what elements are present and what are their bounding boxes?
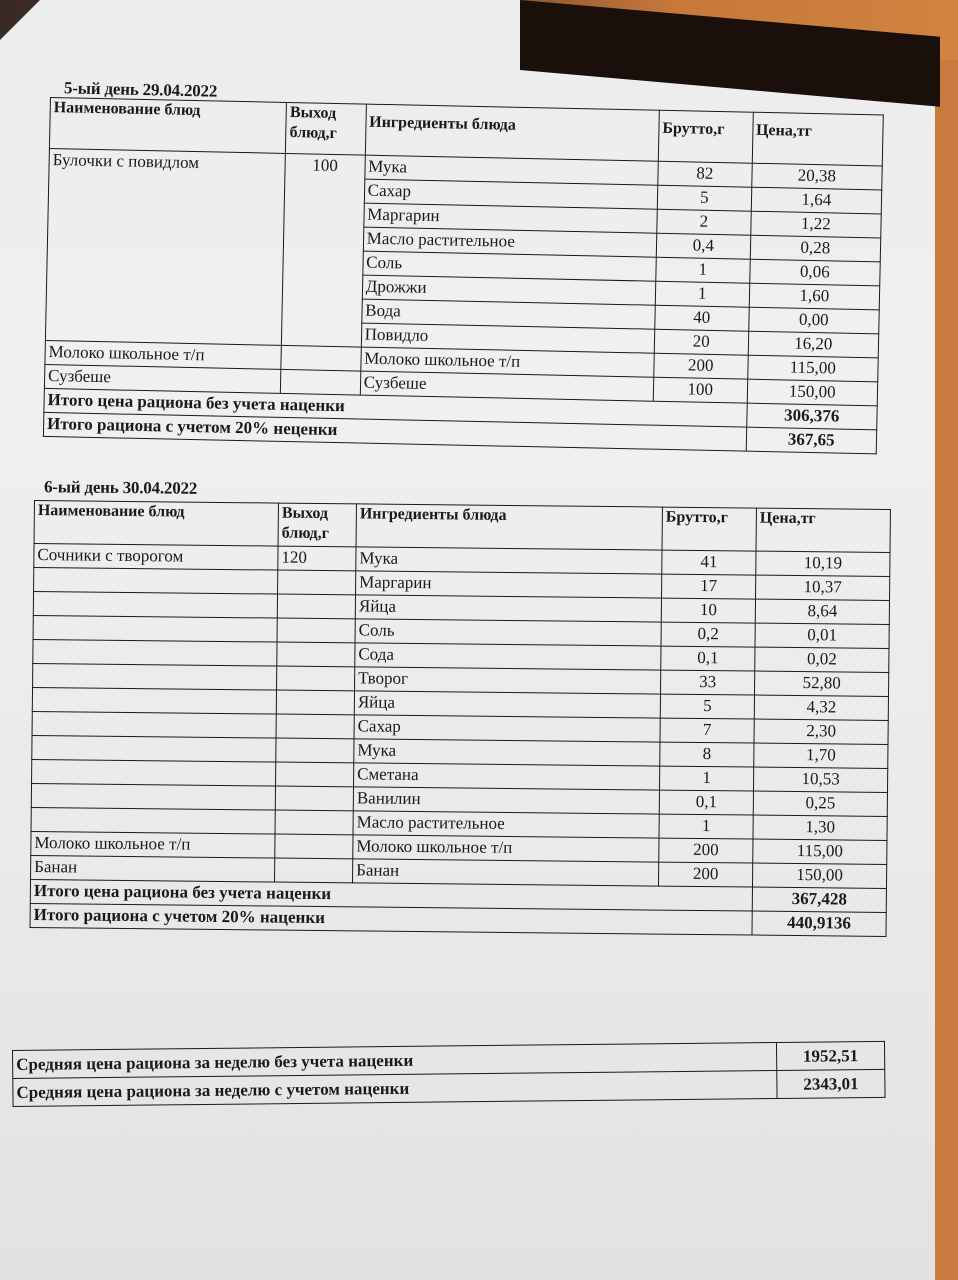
- col-dish: Наименование блюд: [49, 98, 286, 154]
- price-cell: 2,30: [754, 719, 888, 744]
- total-value: 440,9136: [752, 911, 886, 936]
- yield-cell: [277, 642, 355, 667]
- ingredient-cell: Сахар: [354, 715, 660, 742]
- col-dish: Наименование блюд: [34, 501, 278, 547]
- dish-cell: [32, 711, 276, 738]
- ingredient-cell: Сода: [355, 643, 661, 670]
- gross-cell: 100: [653, 377, 747, 403]
- dish-cell: [34, 568, 278, 595]
- price-cell: 0,01: [755, 623, 889, 648]
- summary-value: 2343,01: [777, 1069, 885, 1098]
- total-label: Итого цена рациона без учета наценки: [44, 388, 747, 427]
- total-value: 367,428: [752, 887, 886, 912]
- summary-label: Средняя цена рациона за неделю без учета наценки: [13, 1042, 777, 1078]
- ingredient-cell: Ванилин: [353, 787, 659, 814]
- ingredient-cell: Мука: [365, 155, 659, 185]
- day-6-title: 6-ый день 30.04.2022: [43, 477, 198, 498]
- ingredient-cell: Повидло: [361, 323, 655, 353]
- col-yield: Выход блюд,г: [278, 503, 356, 547]
- price-cell: 150,00: [747, 379, 878, 406]
- ingredient-cell: Молоко школьное т/п: [353, 835, 659, 862]
- col-ingredients: Ингредиенты блюда: [365, 104, 659, 161]
- ingredient-cell: Банан: [353, 859, 659, 886]
- ingredient-cell: Яйца: [355, 595, 661, 622]
- dish-cell: Молоко школьное т/п: [45, 340, 282, 369]
- price-cell: 52,80: [754, 671, 888, 696]
- price-cell: 10,53: [753, 767, 887, 792]
- total-value: 367,65: [746, 427, 877, 454]
- col-gross: Брутто,г: [662, 507, 756, 551]
- price-cell: 0,25: [753, 791, 887, 816]
- weekly-summary-table: [12, 1041, 886, 1107]
- ingredient-cell: Масло растительное: [363, 227, 657, 257]
- ingredient-cell: Соль: [355, 619, 661, 646]
- price-cell: 1,70: [754, 743, 888, 768]
- yield-cell: [278, 570, 356, 595]
- gross-cell: 0,2: [661, 622, 755, 647]
- price-cell: 20,38: [751, 163, 882, 190]
- gross-cell: 200: [658, 862, 752, 887]
- dish-cell: [31, 783, 275, 810]
- dish-cell: Сочники с творогом: [34, 544, 278, 571]
- price-cell: 0,28: [750, 235, 881, 262]
- ingredient-cell: Сметана: [354, 763, 660, 790]
- gross-cell: 5: [657, 185, 751, 211]
- dish-cell: Булочки с повидлом: [45, 148, 285, 345]
- day-5-title: 5-ый день 29.04.2022: [63, 78, 218, 101]
- day-6-table: [30, 500, 891, 937]
- col-price: Цена,тг: [752, 112, 883, 166]
- yield-cell: [276, 690, 354, 715]
- dish-cell: [33, 592, 277, 619]
- ingredient-cell: Дрожжи: [362, 275, 656, 305]
- ingredient-cell: Сузбеше: [360, 371, 654, 401]
- price-cell: 115,00: [747, 355, 878, 382]
- gross-cell: 7: [660, 718, 754, 743]
- ingredient-cell: Маргарин: [364, 203, 658, 233]
- day-5-table: [43, 97, 884, 454]
- price-cell: 0,02: [755, 647, 889, 672]
- col-yield: Выход блюд,г: [286, 102, 366, 155]
- gross-cell: 200: [659, 838, 753, 863]
- summary-value: 1952,51: [776, 1041, 884, 1070]
- dish-cell: Сузбеше: [44, 364, 281, 393]
- yield-cell: [277, 618, 355, 643]
- yield-cell: [275, 834, 353, 859]
- gross-cell: 8: [660, 742, 754, 767]
- gross-cell: 82: [658, 161, 752, 187]
- total-label: Итого рациона с учетом 20% наценки: [30, 903, 752, 935]
- ingredient-cell: Масло растительное: [353, 811, 659, 838]
- gross-cell: 0,4: [656, 233, 750, 259]
- dish-cell: [33, 615, 277, 642]
- yield-cell: [275, 810, 353, 835]
- price-cell: 150,00: [752, 863, 886, 888]
- dish-cell: [31, 807, 275, 834]
- price-cell: 1,22: [750, 211, 881, 238]
- gross-cell: 2: [657, 209, 751, 235]
- gross-cell: 20: [654, 329, 748, 355]
- col-gross: Брутто,г: [658, 110, 753, 163]
- dish-cell: [32, 687, 276, 714]
- gross-cell: 0,1: [661, 646, 755, 671]
- col-ingredients: Ингредиенты блюда: [356, 504, 662, 550]
- ingredient-cell: Мука: [354, 739, 660, 766]
- dish-cell: [32, 759, 276, 786]
- gross-cell: 0,1: [659, 790, 753, 815]
- yield-cell: [276, 762, 354, 787]
- price-cell: 1,64: [751, 187, 882, 214]
- price-cell: 4,32: [754, 695, 888, 720]
- gross-cell: 1: [656, 257, 750, 283]
- price-cell: 1,30: [753, 815, 887, 840]
- yield-cell: [281, 345, 361, 371]
- gross-cell: 5: [660, 694, 754, 719]
- dish-cell: Банан: [31, 855, 275, 882]
- ingredient-cell: Соль: [363, 251, 657, 281]
- price-cell: 8,64: [755, 599, 889, 624]
- summary-label: Средняя цена рациона за неделю с учетом наценки: [13, 1070, 777, 1106]
- gross-cell: 1: [659, 766, 753, 791]
- price-cell: 1,60: [749, 283, 880, 310]
- ingredient-cell: Вода: [362, 299, 656, 329]
- total-label: Итого рациона с учетом 20% неценки: [43, 412, 746, 451]
- yield-cell: [277, 594, 355, 619]
- ingredient-cell: Яйца: [354, 691, 660, 718]
- gross-cell: 10: [661, 598, 755, 623]
- gross-cell: 1: [659, 814, 753, 839]
- total-value: 306,376: [746, 403, 877, 430]
- dish-cell: [33, 639, 277, 666]
- dish-cell: [33, 663, 277, 690]
- gross-cell: 33: [661, 670, 755, 695]
- yield-cell: [277, 666, 355, 691]
- dish-cell: [32, 735, 276, 762]
- dish-cell: Молоко школьное т/п: [31, 831, 275, 858]
- total-label: Итого цена рациона без учета наценки: [30, 879, 752, 911]
- gross-cell: 17: [662, 574, 756, 599]
- gross-cell: 1: [655, 281, 749, 307]
- price-cell: 16,20: [748, 331, 879, 358]
- ingredient-cell: Мука: [356, 547, 662, 574]
- yield-cell: [275, 858, 353, 883]
- yield-cell: [281, 369, 361, 395]
- gross-cell: 200: [654, 353, 748, 379]
- yield-cell: [275, 786, 353, 811]
- price-cell: 0,06: [749, 259, 880, 286]
- ingredient-cell: Сахар: [364, 179, 658, 209]
- gross-cell: 41: [662, 550, 756, 575]
- yield-cell: 120: [278, 546, 356, 571]
- ingredient-cell: Маргарин: [356, 571, 662, 598]
- yield-cell: [276, 714, 354, 739]
- ingredient-cell: Творог: [355, 667, 661, 694]
- price-cell: 115,00: [753, 839, 887, 864]
- ingredient-cell: Молоко школьное т/п: [361, 347, 655, 377]
- col-price: Цена,тг: [756, 508, 890, 552]
- price-cell: 10,19: [756, 551, 890, 576]
- price-cell: 10,37: [756, 575, 890, 600]
- yield-cell: [276, 738, 354, 763]
- price-cell: 0,00: [748, 307, 879, 334]
- gross-cell: 40: [655, 305, 749, 331]
- yield-cell: 100: [282, 153, 365, 347]
